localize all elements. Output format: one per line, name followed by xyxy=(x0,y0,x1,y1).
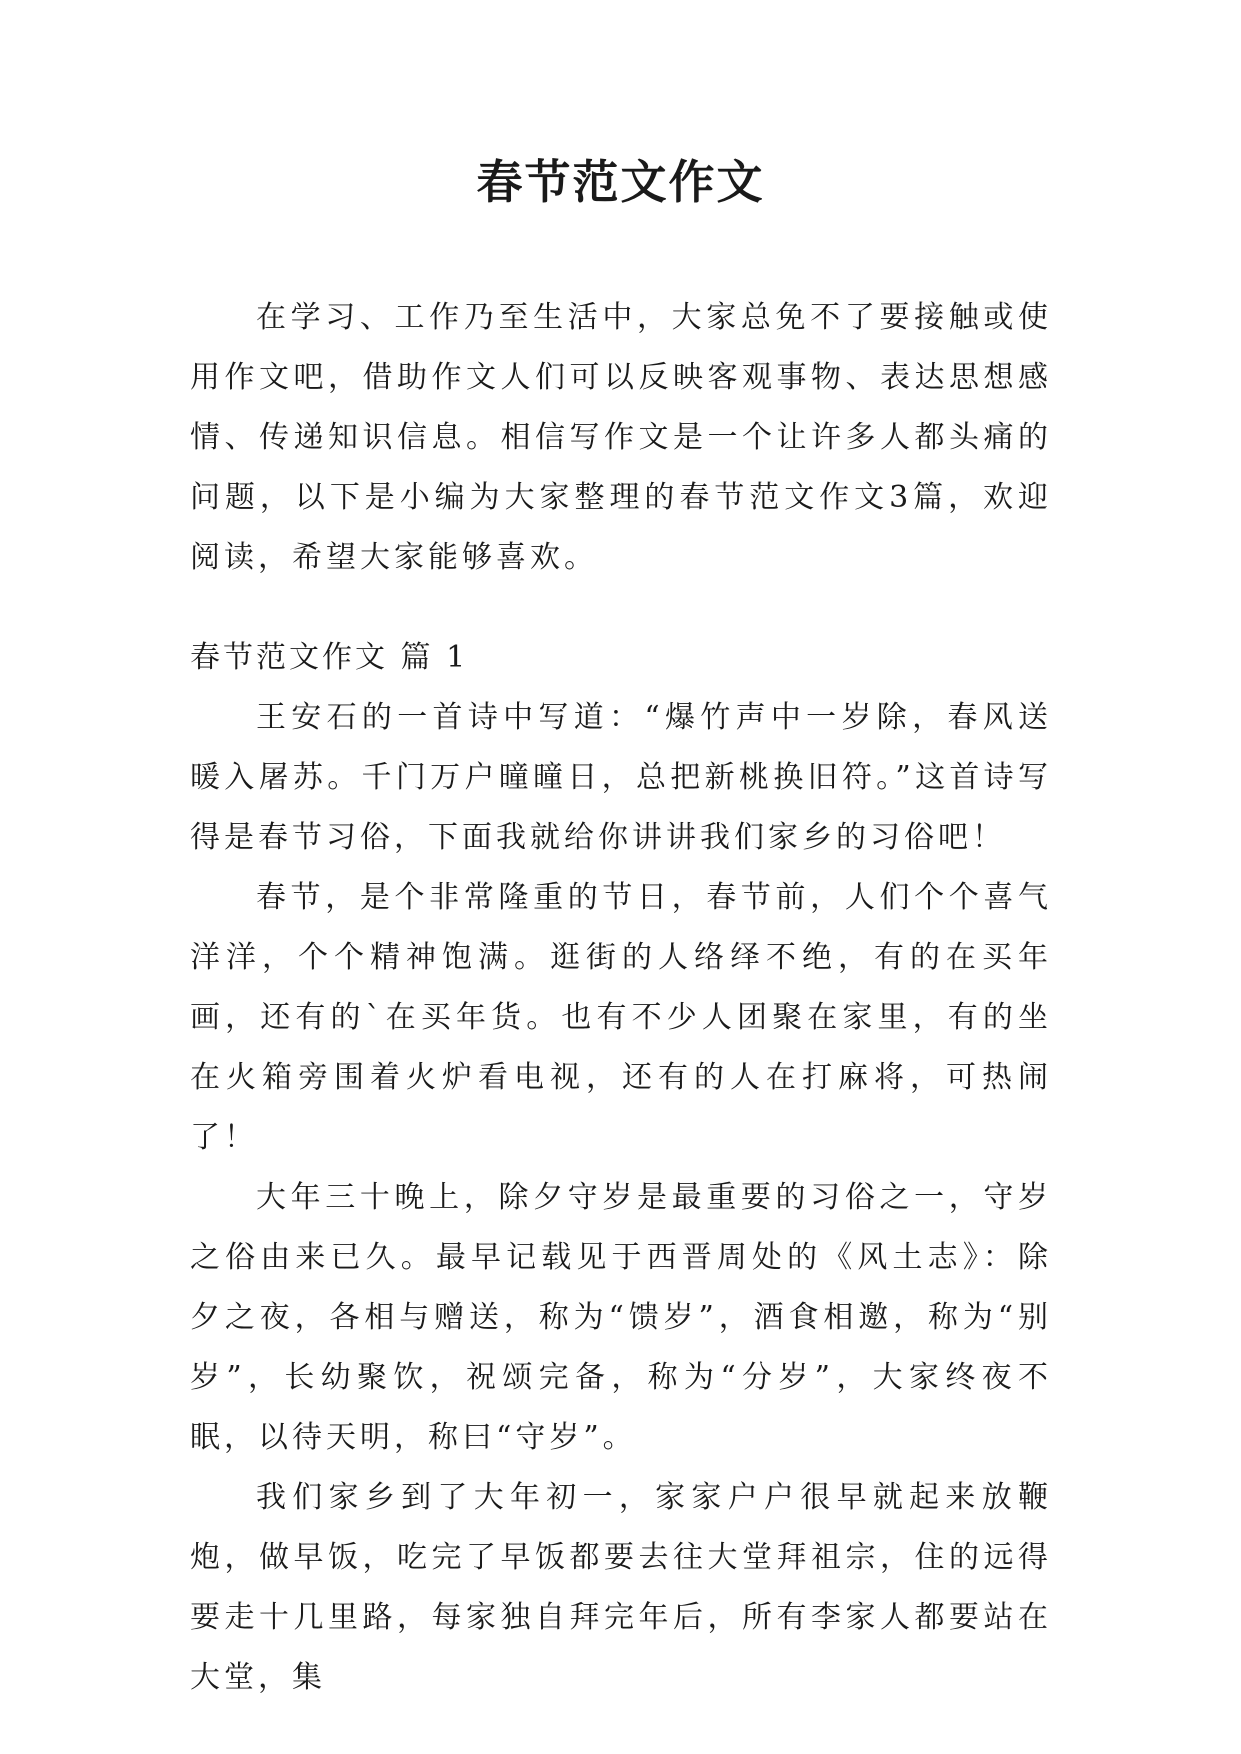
section-heading: 春节范文作文 篇 1 xyxy=(190,640,469,675)
essay-paragraph-4: 我们家乡到了大年初一，家家户户很早就起来放鞭炮，做早饭，吃完了早饭都要去往大堂拜祖宗，住的远得要走十几里路，每家独自拜完年后，所有李家人都要站在大堂，集 xyxy=(190,1480,1052,1695)
intro-paragraph: 在学习、工作乃至生活中，大家总免不了要接触或使用作文吧，借助作文人们可以反映客观事物、表达思想感情、传递知识信息。相信写作文是一个让许多人都头痛的问题，以下是小编为大家整理的春节范文作文3篇，欢迎阅读，希望大家能够喜欢。 xyxy=(190,300,1052,575)
document-title: 春节范文作文 xyxy=(476,155,765,209)
essay-paragraph-3: 大年三十晚上，除夕守岁是最重要的习俗之一，守岁之俗由来已久。最早记载见于西晋周处的《风土志》：除夕之夜，各相与赠送，称为“馈岁”，酒食相邀，称为“别岁”，长幼聚饮，祝颂完备，称为“分岁”，大家终夜不眠，以待天明，称曰“守岁”。 xyxy=(190,1180,1052,1455)
intro-section xyxy=(190,288,1052,588)
essay-paragraph-1: 王安石的一首诗中写道：“爆竹声中一岁除，春风送暖入屠苏。千门万户曈曈日，总把新桃换旧符。”这首诗写得是春节习俗，下面我就给你讲讲我们家乡的习俗吧！ xyxy=(190,700,1052,855)
essay-paragraph-2: 春节，是个非常隆重的节日，春节前，人们个个喜气洋洋，个个精神饱满。逛街的人络绎不绝，有的在买年画，还有的`在买年货。也有不少人团聚在家里，有的坐在火箱旁围着火炉看电视，还有的人在打麻将，可热闹了！ xyxy=(190,880,1052,1155)
essay-section xyxy=(190,628,1052,1708)
